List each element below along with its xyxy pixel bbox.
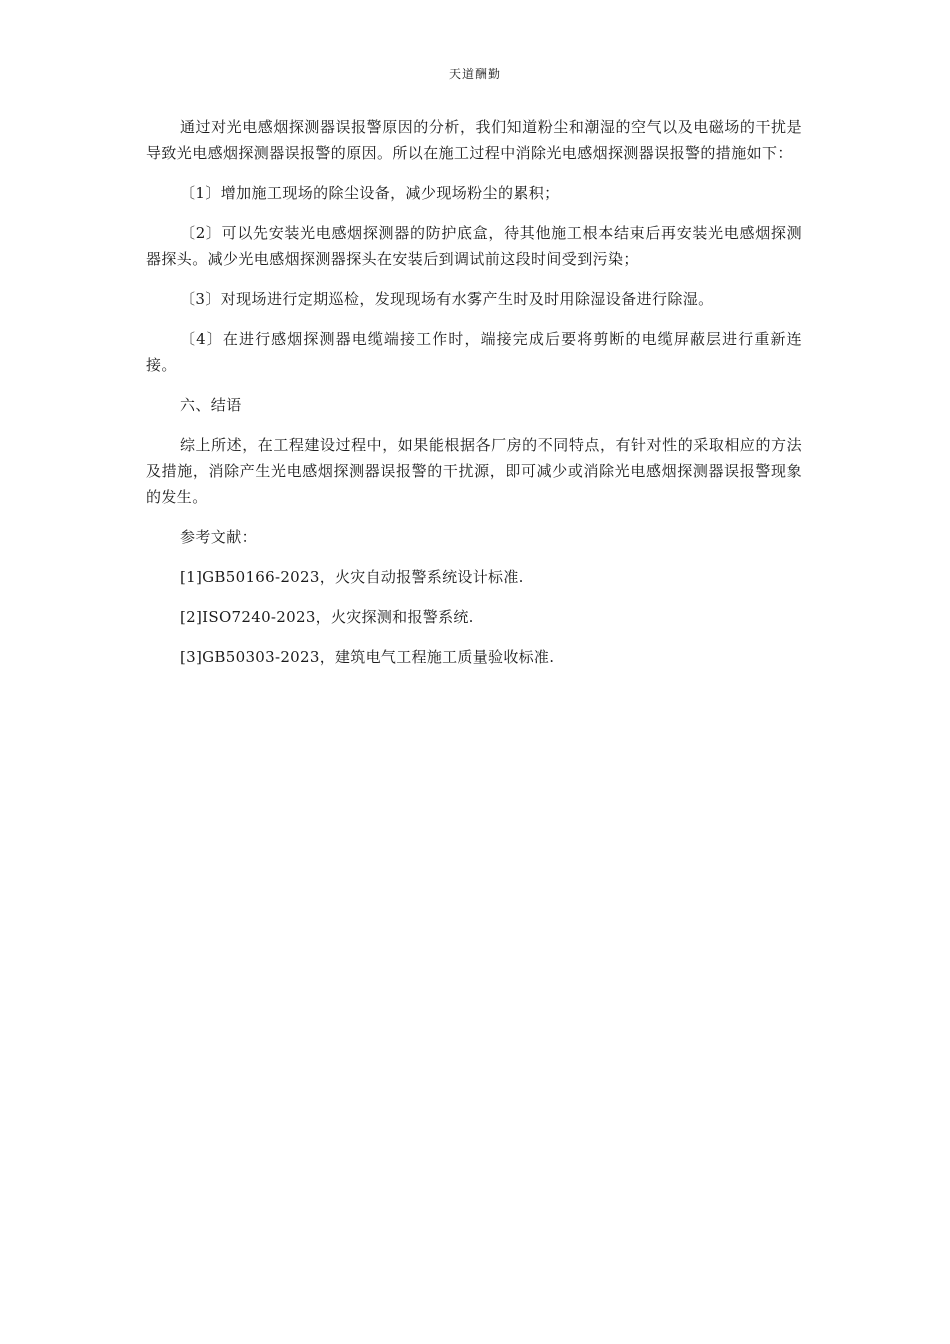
paragraph-analysis-intro: 通过对光电感烟探测器误报警原因的分析，我们知道粉尘和潮湿的空气以及电磁场的干扰是导致光电感烟探测器误报警的原因。所以在施工过程中消除光电感烟探测器误报警的措施如下： xyxy=(146,118,802,162)
measure-item-1: 〔1〕增加施工现场的除尘设备，减少现场粉尘的累积； xyxy=(180,184,560,202)
document-body xyxy=(146,114,802,684)
measure-item-3: 〔3〕对现场进行定期巡检，发现现场有水雾产生时及时用除湿设备进行除湿。 xyxy=(180,290,714,308)
section-heading-conclusion: 六、结语 xyxy=(180,396,242,414)
measure-item-2: 〔2〕可以先安装光电感烟探测器的防护底盒，待其他施工根本结束后再安装光电感烟探测器探头。减少光电感烟探测器探头在安装后到调试前这段时间受到污染； xyxy=(146,224,802,268)
reference-item: [1]GB50166-2023，火灾自动报警系统设计标准. xyxy=(180,568,524,586)
reference-item: [3]GB50303-2023，建筑电气工程施工质量验收标准. xyxy=(180,648,555,666)
references-heading: 参考文献： xyxy=(180,528,258,546)
paragraph-conclusion: 综上所述，在工程建设过程中，如果能根据各厂房的不同特点，有针对性的采取相应的方法及措施，消除产生光电感烟探测器误报警的干扰源，即可减少或消除光电感烟探测器误报警现象的发生。 xyxy=(146,436,802,506)
measure-item-4: 〔4〕在进行感烟探测器电缆端接工作时，端接完成后要将剪断的电缆屏蔽层进行重新连接。 xyxy=(146,330,802,374)
page-header: 天道酬勤 xyxy=(448,67,501,81)
reference-item: [2]ISO7240-2023，火灾探测和报警系统. xyxy=(180,608,474,626)
